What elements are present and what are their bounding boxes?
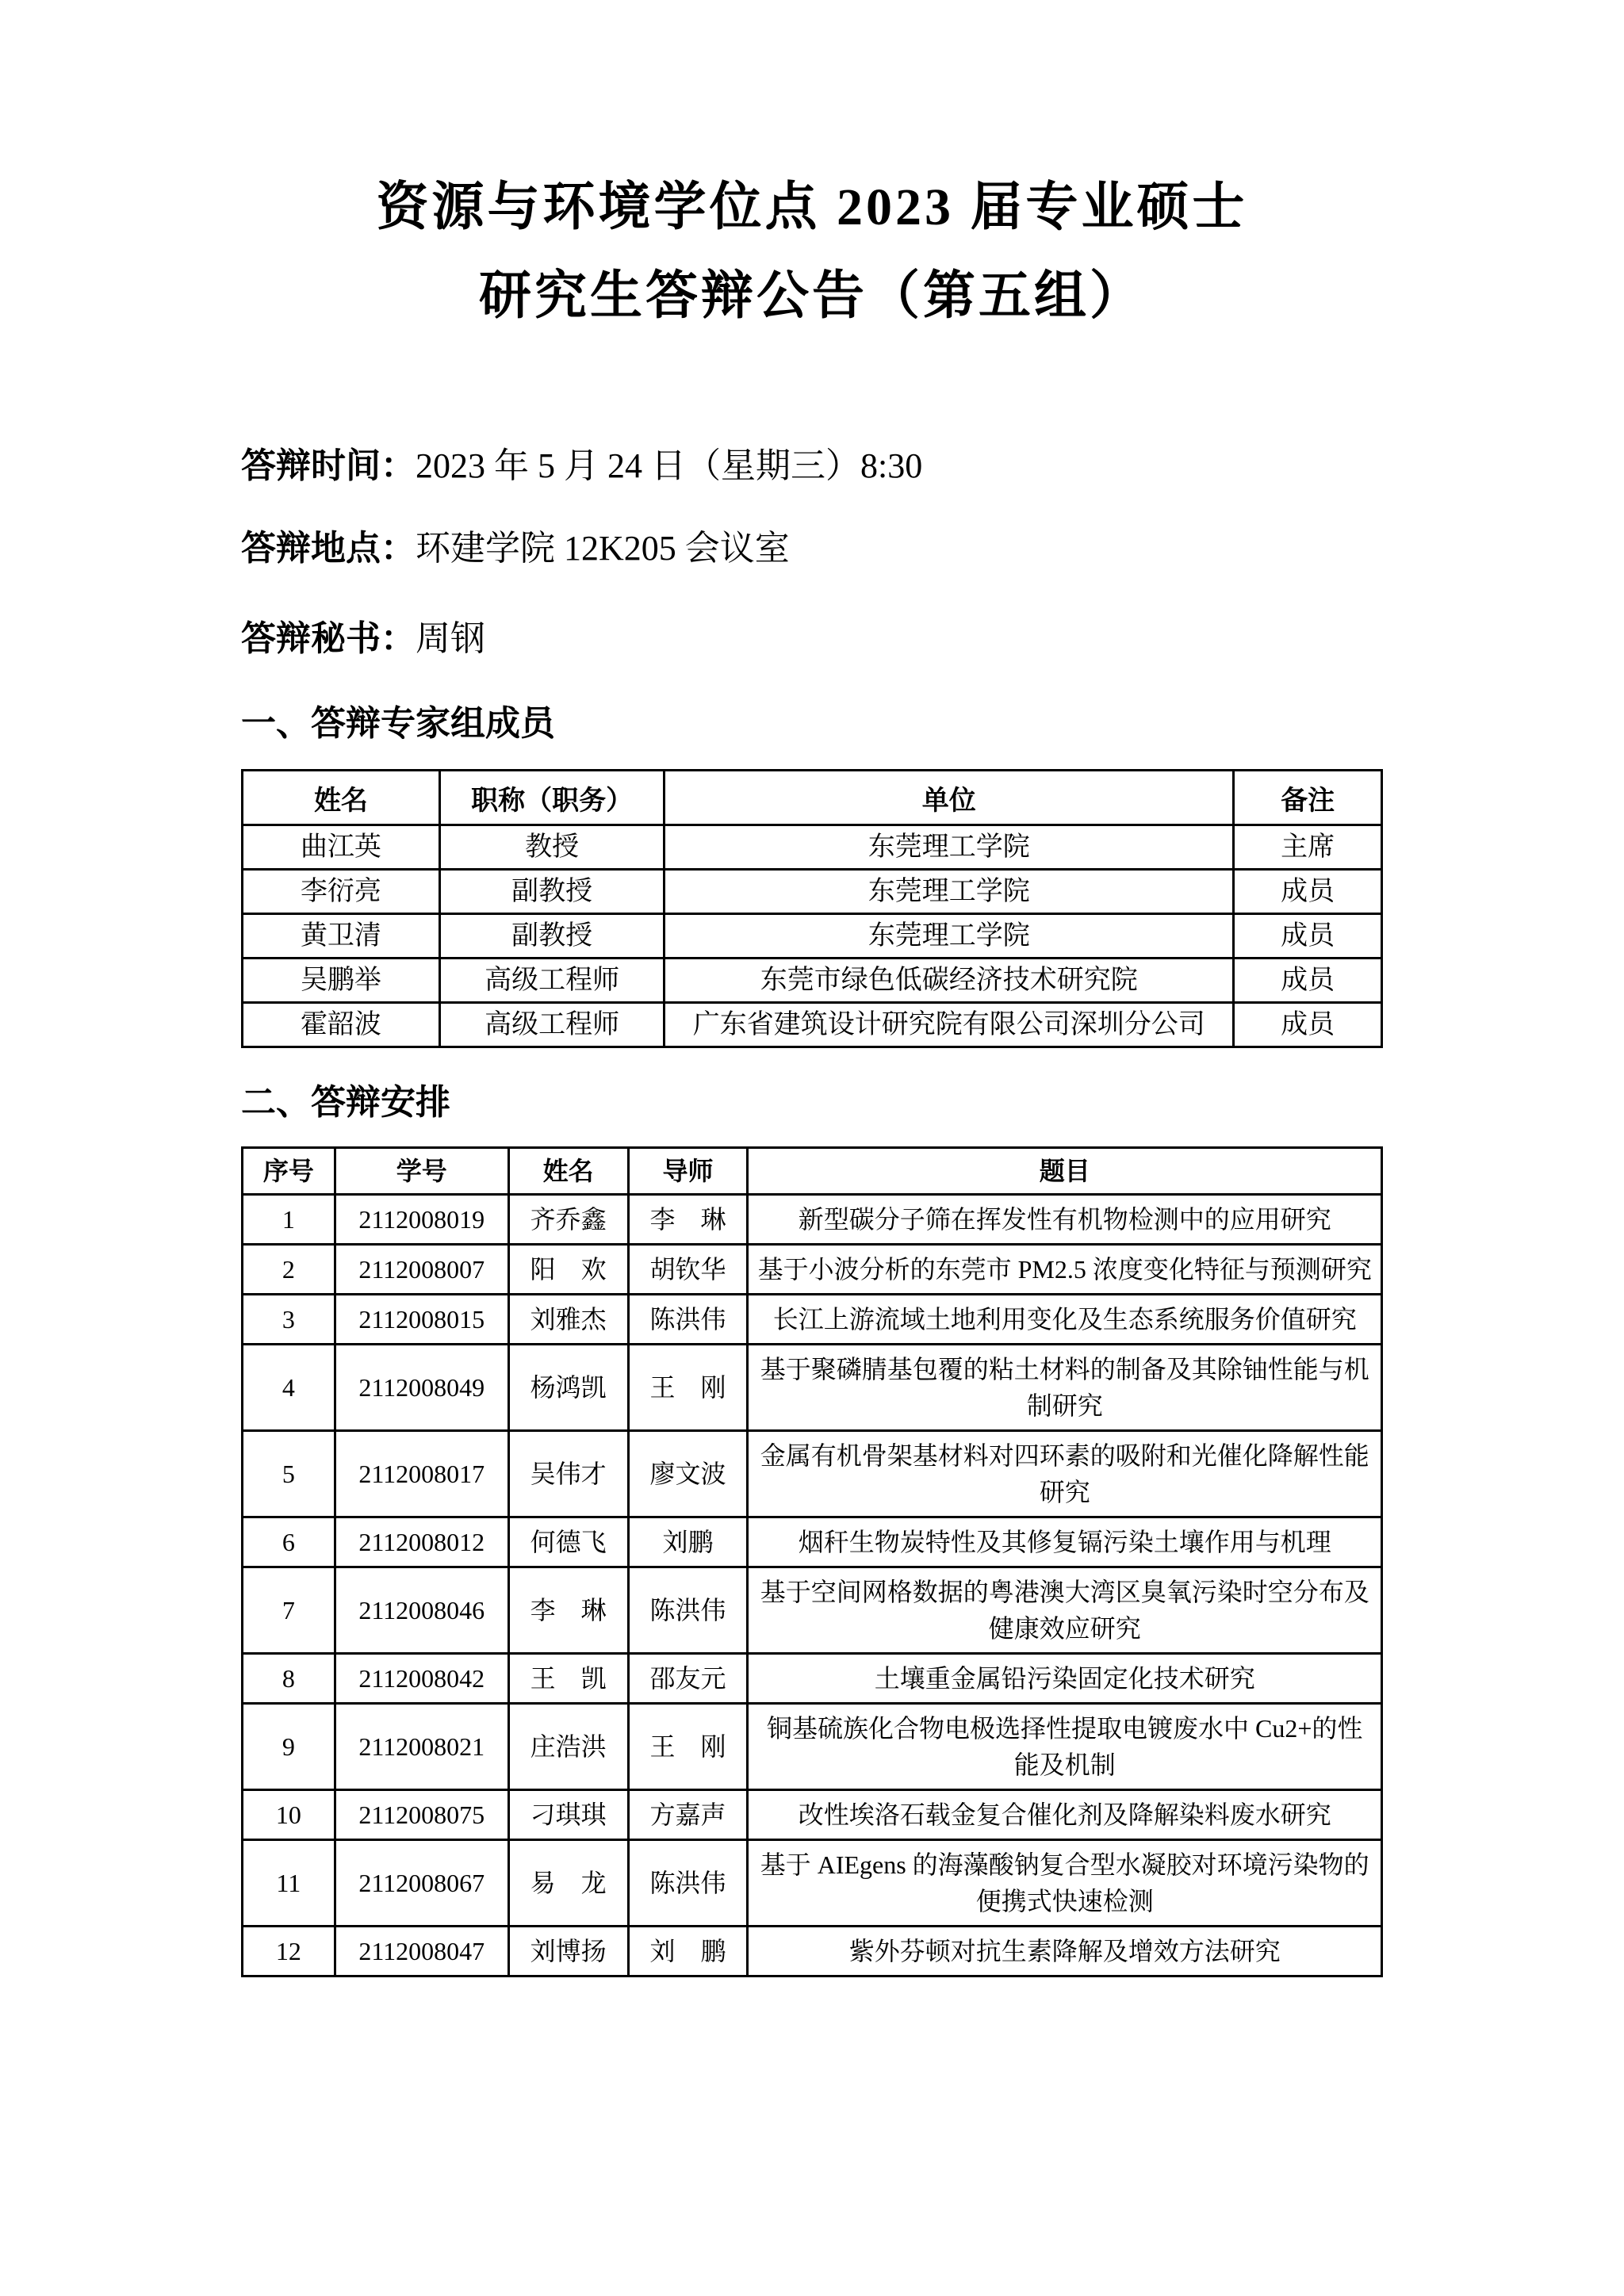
table-cell: 基于小波分析的东莞市 PM2.5 浓度变化特征与预测研究 — [748, 1245, 1382, 1295]
table-cell: 刁琪琪 — [508, 1790, 628, 1840]
table-cell: 新型碳分子筛在挥发性有机物检测中的应用研究 — [748, 1195, 1382, 1245]
table-row — [243, 1927, 1382, 1976]
table-cell: 11 — [243, 1840, 335, 1927]
table-cell: 10 — [243, 1790, 335, 1840]
table-cell: 邵友元 — [628, 1654, 748, 1704]
table-cell: 主席 — [1234, 825, 1382, 870]
header-cell: 备注 — [1234, 771, 1382, 825]
table-row — [243, 959, 1382, 1003]
defense-time-value: 2023 年 5 月 24 日（星期三）8:30 — [416, 446, 923, 485]
table-cell: 12 — [243, 1927, 335, 1976]
table-cell: 5 — [243, 1431, 335, 1517]
table-cell: 4 — [243, 1345, 335, 1431]
header-cell: 职称（职务） — [439, 771, 664, 825]
table-cell: 高级工程师 — [439, 1003, 664, 1047]
table-cell: 土壤重金属铅污染固定化技术研究 — [748, 1654, 1382, 1704]
table-row — [243, 914, 1382, 959]
header-cell: 姓名 — [243, 771, 440, 825]
table-cell: 2112008012 — [335, 1517, 508, 1567]
schedule-table — [241, 1146, 1383, 1977]
table-cell: 长江上游流域土地利用变化及生态系统服务价值研究 — [748, 1295, 1382, 1345]
table-cell: 2112008047 — [335, 1927, 508, 1976]
table-cell: 刘 鹏 — [628, 1927, 748, 1976]
table-cell: 何德飞 — [508, 1517, 628, 1567]
table-cell: 方嘉声 — [628, 1790, 748, 1840]
table-cell: 成员 — [1234, 870, 1382, 914]
table-cell: 刘鹏 — [628, 1517, 748, 1567]
table-cell: 庄浩洪 — [508, 1704, 628, 1790]
defense-location-label: 答辩地点： — [241, 529, 416, 568]
table-cell: 陈洪伟 — [628, 1840, 748, 1927]
table-cell: 1 — [243, 1195, 335, 1245]
experts-table — [241, 769, 1383, 1048]
table-cell: 金属有机骨架基材料对四环素的吸附和光催化降解性能研究 — [748, 1431, 1382, 1517]
header-row — [243, 771, 1382, 825]
table-row — [243, 1295, 1382, 1345]
table-cell: 刘博扬 — [508, 1927, 628, 1976]
table-cell: 王 刚 — [628, 1345, 748, 1431]
table-cell: 陈洪伟 — [628, 1567, 748, 1654]
table-cell: 基于聚磷腈基包覆的粘土材料的制备及其除铀性能与机制研究 — [748, 1345, 1382, 1431]
table-row — [243, 1654, 1382, 1704]
table-cell: 霍韶波 — [243, 1003, 440, 1047]
table-cell: 8 — [243, 1654, 335, 1704]
table-cell: 李衍亮 — [243, 870, 440, 914]
table-cell: 王 凯 — [508, 1654, 628, 1704]
header-cell: 序号 — [243, 1148, 335, 1195]
document-page — [241, 0, 1383, 1977]
table-cell: 齐乔鑫 — [508, 1195, 628, 1245]
schedule-section-heading: 二、答辩安排 — [241, 1083, 450, 1122]
table-cell: 东莞理工学院 — [665, 870, 1234, 914]
table-row — [243, 1431, 1382, 1517]
table-cell: 吴伟才 — [508, 1431, 628, 1517]
header-cell: 学号 — [335, 1148, 508, 1195]
table-cell: 东莞理工学院 — [665, 914, 1234, 959]
table-cell: 2112008021 — [335, 1704, 508, 1790]
defense-secretary-value: 周钢 — [416, 619, 485, 658]
table-cell: 成员 — [1234, 959, 1382, 1003]
table-cell: 教授 — [439, 825, 664, 870]
table-cell: 东莞市绿色低碳经济技术研究院 — [665, 959, 1234, 1003]
table-row — [243, 1517, 1382, 1567]
table-row — [243, 1840, 1382, 1927]
info-line-defense-time — [241, 446, 1383, 487]
table-cell: 副教授 — [439, 914, 664, 959]
table-row — [243, 1345, 1382, 1431]
header-cell: 姓名 — [508, 1148, 628, 1195]
table-cell: 2112008017 — [335, 1431, 508, 1517]
table-cell: 2112008015 — [335, 1295, 508, 1345]
table-cell: 2112008007 — [335, 1245, 508, 1295]
table-cell: 广东省建筑设计研究院有限公司深圳分公司 — [665, 1003, 1234, 1047]
table-row — [243, 825, 1382, 870]
table-cell: 陈洪伟 — [628, 1295, 748, 1345]
table-cell: 基于 AIEgens 的海藻酸钠复合型水凝胶对环境污染物的便携式快速检测 — [748, 1840, 1382, 1927]
table-row — [243, 1704, 1382, 1790]
table-cell: 李 琳 — [508, 1567, 628, 1654]
table-cell: 吴鹏举 — [243, 959, 440, 1003]
table-cell: 成员 — [1234, 1003, 1382, 1047]
table-cell: 6 — [243, 1517, 335, 1567]
table-cell: 7 — [243, 1567, 335, 1654]
table-cell: 曲江英 — [243, 825, 440, 870]
table-cell: 成员 — [1234, 914, 1382, 959]
table-cell: 9 — [243, 1704, 335, 1790]
table-cell: 2112008046 — [335, 1567, 508, 1654]
table-cell: 廖文波 — [628, 1431, 748, 1517]
header-cell: 导师 — [628, 1148, 748, 1195]
table-cell: 改性埃洛石载金复合催化剂及降解染料废水研究 — [748, 1790, 1382, 1840]
table-row — [243, 1245, 1382, 1295]
info-block — [241, 446, 1383, 660]
table-cell: 副教授 — [439, 870, 664, 914]
table-cell: 基于空间网格数据的粤港澳大湾区臭氧污染时空分布及健康效应研究 — [748, 1567, 1382, 1654]
table-cell: 东莞理工学院 — [665, 825, 1234, 870]
table-cell: 2112008075 — [335, 1790, 508, 1840]
table-cell: 2112008042 — [335, 1654, 508, 1704]
table-cell: 李 琳 — [628, 1195, 748, 1245]
defense-secretary-label: 答辩秘书： — [241, 619, 416, 658]
table-cell: 易 龙 — [508, 1840, 628, 1927]
page-title-line-1: 资源与环境学位点 2023 届专业硕士 — [376, 178, 1248, 236]
info-line-defense-secretary — [241, 618, 1383, 660]
table-row — [243, 1567, 1382, 1654]
table-cell: 烟秆生物炭特性及其修复镉污染土壤作用与机理 — [748, 1517, 1382, 1567]
table-cell: 2112008019 — [335, 1195, 508, 1245]
info-line-defense-location — [241, 528, 1383, 569]
header-cell: 单位 — [665, 771, 1234, 825]
header-row — [243, 1148, 1382, 1195]
table-row — [243, 1790, 1382, 1840]
table-row — [243, 870, 1382, 914]
table-cell: 黄卫清 — [243, 914, 440, 959]
table-row — [243, 1195, 1382, 1245]
table-cell: 紫外芬顿对抗生素降解及增效方法研究 — [748, 1927, 1382, 1976]
table-cell: 2112008049 — [335, 1345, 508, 1431]
table-cell: 胡钦华 — [628, 1245, 748, 1295]
table-cell: 杨鸿凯 — [508, 1345, 628, 1431]
header-cell: 题目 — [748, 1148, 1382, 1195]
defense-time-label: 答辩时间： — [241, 446, 416, 485]
table-cell: 2 — [243, 1245, 335, 1295]
page-title — [241, 163, 1383, 341]
table-cell: 3 — [243, 1295, 335, 1345]
table-cell: 高级工程师 — [439, 959, 664, 1003]
table-cell: 阳 欢 — [508, 1245, 628, 1295]
table-row — [243, 1003, 1382, 1047]
table-cell: 铜基硫族化合物电极选择性提取电镀废水中 Cu2+的性能及机制 — [748, 1704, 1382, 1790]
table-cell: 刘雅杰 — [508, 1295, 628, 1345]
table-cell: 王 刚 — [628, 1704, 748, 1790]
page-title-line-2: 研究生答辩公告（第五组） — [479, 267, 1145, 325]
experts-section-heading: 一、答辩专家组成员 — [241, 704, 555, 743]
table-cell: 2112008067 — [335, 1840, 508, 1927]
defense-location-value: 环建学院 12K205 会议室 — [416, 529, 790, 568]
